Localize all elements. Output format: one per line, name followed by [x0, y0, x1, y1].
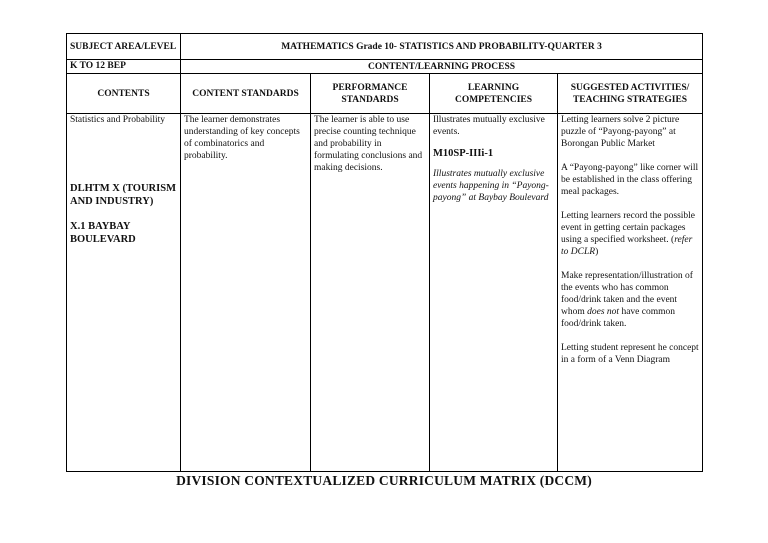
performance-standard-text: The learner is able to use precise counting technique and probability in formulating conclusions and making decisions.: [314, 115, 423, 173]
activity-3-ref: refer to DCLR: [561, 235, 693, 257]
subject-value: MATHEMATICS Grade 10- STATISTICS AND PROBABILITY-QUARTER 3: [181, 34, 703, 60]
competency-code: M10SP-IIIi-1: [433, 148, 494, 159]
content-standard-text: The learner demonstrates understanding of key concepts of combinatorics and probability.: [184, 115, 300, 161]
contents-sub: X.1 BAYBAY BOULEVARD: [70, 221, 136, 245]
program-row: [67, 60, 703, 74]
activity-3-text: Letting learners record the possible event in getting certain packages using a specified worksheet. (: [561, 211, 696, 245]
activity-4-emphasis: does not: [587, 307, 620, 317]
competency-localized: Illustrates mutually exclusive events happening in “Payong-payong” at Baybay Boulevard: [433, 169, 549, 203]
activity-1: Letting learners solve 2 picture puzzle of “Payong-payong” at Borongan Public Market: [561, 115, 680, 149]
activity-4-text: Make representation/illustration of the events who has common food/drink taken and the event whom: [561, 271, 693, 317]
competency-cell: [430, 114, 558, 472]
activity-3-close: ): [595, 247, 599, 257]
content-row: [67, 114, 703, 472]
column-header-row: [67, 74, 703, 114]
col-header-learning-competencies: LEARNING COMPETENCIES: [430, 74, 558, 114]
activity-3: [561, 210, 699, 258]
col-header-suggested-activities: SUGGESTED ACTIVITIES/ TEACHING STRATEGIES: [558, 74, 703, 114]
content-standard-cell: [181, 114, 311, 472]
col-header-performance-standards: PERFORMANCE STANDARDS: [311, 74, 430, 114]
performance-standard-cell: [311, 114, 430, 472]
contents-topic: Statistics and Probability: [70, 115, 165, 125]
activity-4: [561, 270, 699, 330]
contents-dlhtm: DLHTM X (TOURISM AND INDUSTRY): [70, 183, 176, 207]
col-header-content-standards: CONTENT STANDARDS: [181, 74, 311, 114]
competency-text: Illustrates mutually exclusive events.: [433, 115, 545, 137]
col-header-contents: CONTENTS: [67, 74, 181, 114]
subject-label: SUBJECT AREA/LEVEL: [67, 34, 181, 60]
footer-title: DIVISION CONTEXTUALIZED CURRICULUM MATRIX (DCCM): [176, 473, 592, 488]
activities-cell: [558, 114, 703, 472]
activity-5: Letting student represent he concept in a form of a Venn Diagram: [561, 343, 699, 365]
activity-4-end: have common food/drink taken.: [561, 307, 675, 329]
subject-row: [67, 34, 703, 60]
process-label: CONTENT/LEARNING PROCESS: [181, 60, 703, 74]
contents-cell: [67, 114, 181, 472]
activity-2: A “Payong-payong” like corner will be established in the class offering meal packages.: [561, 163, 699, 197]
curriculum-matrix-table: [66, 33, 703, 472]
program-label: K TO 12 BEP: [67, 60, 181, 74]
